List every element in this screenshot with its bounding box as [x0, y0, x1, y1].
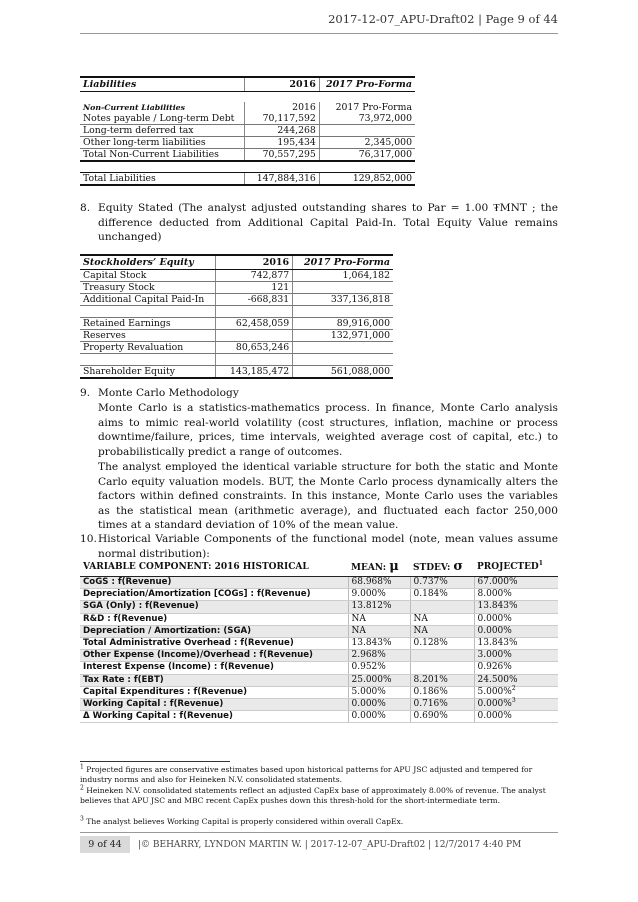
total-2016: 143,185,472 — [215, 366, 292, 379]
table-row — [80, 306, 393, 318]
table-row — [80, 613, 558, 625]
footnote-ref: 2 — [511, 684, 516, 692]
table-row — [80, 270, 393, 282]
variable-stdev — [410, 601, 474, 613]
row-value-2017 — [293, 282, 393, 294]
total-label: Total Non-Current Liabilities — [80, 149, 245, 162]
row-label: Other long-term liabilities — [80, 137, 245, 149]
liabilities-col-2016: 2016 — [245, 77, 320, 92]
variable-mean: 0.952% — [348, 662, 410, 674]
row-value-2016: 121 — [215, 282, 292, 294]
table-row — [80, 686, 558, 698]
table-row — [80, 638, 558, 650]
row-label: Notes payable / Long-term Debt — [80, 113, 245, 125]
footnote-ref: 3 — [511, 697, 516, 705]
row-value-2017 — [293, 306, 393, 318]
row-label: Treasury Stock — [80, 282, 215, 294]
item-9-title: Monte Carlo Methodology — [98, 387, 239, 399]
row-label: Long-term deferred tax — [80, 125, 245, 137]
variable-label: Other Expense (Income)/Overhead : f(Revenue) — [80, 650, 348, 662]
variable-projected — [474, 589, 558, 601]
variable-label: R&D : f(Revenue) — [80, 613, 348, 625]
page-header: 2017-12-07_APU-Draft02 | Page 9 of 44 — [328, 12, 558, 26]
total-2017: 561,088,000 — [293, 366, 393, 379]
footer-page-number: 9 of 44 — [80, 836, 130, 853]
row-value-2016 — [215, 306, 292, 318]
item-10-text: Historical Variable Components of the functional model (note, mean values assume normal distribution): — [98, 533, 558, 560]
table-row — [80, 711, 558, 723]
grand-total-row — [80, 173, 415, 186]
total-row — [80, 149, 415, 162]
variable-mean: 13.843% — [348, 638, 410, 650]
row-value-2017: 337,136,818 — [293, 294, 393, 306]
row-value-2016: 244,268 — [245, 125, 320, 137]
table-row — [80, 354, 393, 366]
variable-mean: 0.000% — [348, 711, 410, 723]
item-8-number: 8. — [80, 202, 91, 214]
liabilities-header-row — [80, 77, 415, 92]
table-row — [80, 650, 558, 662]
variable-label: Depreciation/Amortization [COGs] : f(Revenue) — [80, 589, 348, 601]
variable-projected — [474, 638, 558, 650]
projected-value: 13.843% — [477, 601, 518, 612]
table-row — [80, 318, 393, 330]
table-row — [80, 113, 415, 125]
projected-value: 0.000% — [477, 711, 512, 722]
row-value-2016: 62,458,059 — [215, 318, 292, 330]
variable-mean: 68.968% — [348, 577, 410, 589]
item-9-paragraph-1: Monte Carlo is a statistics-mathematics process. In finance, Monte Carlo analysis aims to mimic real-world volatility (cost structures, inflation, machine or process downtime/failure, prices, time intervals, weighted average cost of capital, etc.) to probabilistically predict a range of outcomes. — [98, 402, 558, 458]
grand-total-2016: 147,884,316 — [245, 173, 320, 186]
footnote-text: Projected figures are conservative estimates based upon historical patterns for APU JSC adjusted and tempered for industry norms and also for Heineken N.V. consolidated statements. — [80, 765, 533, 784]
table-row — [80, 699, 558, 711]
row-value-2017: 1,064,182 — [293, 270, 393, 282]
table-row — [80, 294, 393, 306]
item-10-number: 10. — [80, 533, 97, 545]
col-projected-label: PROJECTED — [477, 562, 539, 573]
table-row — [80, 589, 558, 601]
total-2016: 70,557,295 — [245, 149, 320, 162]
projected-value: 13.843% — [477, 638, 518, 649]
variable-mean: 25.000% — [348, 674, 410, 686]
row-value-2017: 2,345,000 — [319, 137, 415, 149]
variable-stdev: 0.690% — [410, 711, 474, 723]
row-value-2016: -668,831 — [215, 294, 292, 306]
footnote-rule — [80, 761, 230, 762]
row-value-2016: 80,653,246 — [215, 342, 292, 354]
variable-projected — [474, 601, 558, 613]
variable-mean: 0.000% — [348, 699, 410, 711]
footnote-ref: 1 — [538, 560, 543, 568]
footnote-number: 3 — [80, 815, 84, 823]
projected-value: 3.000% — [477, 650, 512, 661]
footer-text: |© BEHARRY, LYNDON MARTIN W. | 2017-12-07_APU-Draft02 | 12/7/2017 4:40 PM — [138, 840, 522, 850]
projected-value: 8.000% — [477, 589, 512, 600]
row-label: Property Revaluation — [80, 342, 215, 354]
variable-label: Capital Expenditures : f(Revenue) — [80, 686, 348, 698]
row-value-2017 — [293, 342, 393, 354]
row-label: Capital Stock — [80, 270, 215, 282]
col-stdev-label: STDEV: — [413, 563, 451, 574]
item-9-number: 9. — [80, 387, 91, 399]
projected-value: 24.500% — [477, 674, 518, 685]
variable-label: Δ Working Capital : f(Revenue) — [80, 711, 348, 723]
variable-stdev: 0.128% — [410, 638, 474, 650]
projected-value: 0.000% — [477, 625, 512, 636]
col-mean — [348, 560, 410, 577]
row-label: Additional Capital Paid-In — [80, 294, 215, 306]
table-row — [80, 342, 393, 354]
footnote-3 — [80, 817, 558, 827]
header-rule — [80, 33, 558, 34]
noncurrent-col-2017: 2017 Pro-Forma — [319, 102, 415, 113]
variable-projected — [474, 699, 558, 711]
row-label — [80, 354, 215, 366]
table-row — [80, 137, 415, 149]
footnote-text: The analyst believes Working Capital is properly considered within overall CapEx. — [86, 817, 404, 826]
variable-projected — [474, 711, 558, 723]
liabilities-table — [80, 76, 415, 186]
variable-projected — [474, 686, 558, 698]
variable-stdev: 0.184% — [410, 589, 474, 601]
variable-projected — [474, 650, 558, 662]
footnote-number: 1 — [80, 763, 84, 771]
footer-rule — [80, 832, 558, 833]
table-row — [80, 625, 558, 637]
col-stdev — [410, 560, 474, 577]
equity-table — [80, 254, 393, 379]
projected-value: 0.000% — [477, 699, 512, 710]
item-8-text: Equity Stated (The analyst adjusted outstanding shares to Par = 1.00 ₮MNT ; the difference deducted from Additional Capital Paid-In. Total Equity Value remains unchanged) — [98, 202, 558, 243]
total-row — [80, 366, 393, 379]
variable-stdev: NA — [410, 613, 474, 625]
noncurrent-subheader-row — [80, 102, 415, 113]
variable-projected — [474, 577, 558, 589]
variable-mean: 5.000% — [348, 686, 410, 698]
col-component: VARIABLE COMPONENT: 2016 HISTORICAL — [80, 560, 348, 577]
row-value-2016: 742,877 — [215, 270, 292, 282]
variable-projected — [474, 613, 558, 625]
mu-symbol: μ — [389, 559, 399, 575]
table-row — [80, 662, 558, 674]
grand-total-label: Total Liabilities — [80, 173, 245, 186]
variable-label: Depreciation / Amortization: (SGA) — [80, 625, 348, 637]
row-label: Retained Earnings — [80, 318, 215, 330]
variables-header-row — [80, 560, 558, 577]
row-value-2016: 195,434 — [245, 137, 320, 149]
variable-label: Interest Expense (Income) : f(Revenue) — [80, 662, 348, 674]
table-row — [80, 125, 415, 137]
variable-mean: NA — [348, 625, 410, 637]
row-value-2017: 73,972,000 — [319, 113, 415, 125]
row-label — [80, 306, 215, 318]
variable-projected — [474, 662, 558, 674]
grand-total-2017: 129,852,000 — [319, 173, 415, 186]
variable-stdev: 0.716% — [410, 699, 474, 711]
variable-mean: NA — [348, 613, 410, 625]
table-row — [80, 601, 558, 613]
total-label: Shareholder Equity — [80, 366, 215, 379]
equity-header-row — [80, 255, 393, 270]
projected-value: 67.000% — [477, 577, 518, 587]
noncurrent-title: Non-Current Liabilities — [83, 103, 186, 112]
row-value-2016 — [215, 330, 292, 342]
item-9-paragraph-2: The analyst employed the identical variable structure for both the static and Monte Carlo equity valuation models. BUT, the Monte Carlo process dynamically alters the factors within defined constraints. In this instance, Monte Carlo uses the variables as the statistical mean (arithmetic average), and fluctuated each factor 250,000 times at a standard deviation of 10% of the mean value. — [98, 461, 558, 531]
variable-mean: 2.968% — [348, 650, 410, 662]
col-projected — [474, 560, 558, 577]
variable-projected — [474, 674, 558, 686]
table-row — [80, 330, 393, 342]
variables-table — [80, 560, 558, 723]
liabilities-col-2017: 2017 Pro-Forma — [319, 77, 415, 92]
table-row — [80, 577, 558, 589]
footnote-2 — [80, 786, 558, 806]
variable-label: Tax Rate : f(EBT) — [80, 674, 348, 686]
variable-stdev: 8.201% — [410, 674, 474, 686]
variable-label: CoGS : f(Revenue) — [80, 577, 348, 589]
footnote-number: 2 — [80, 784, 84, 792]
row-value-2017: 132,971,000 — [293, 330, 393, 342]
variable-label: Working Capital : f(Revenue) — [80, 699, 348, 711]
row-value-2017: 89,916,000 — [293, 318, 393, 330]
variable-label: SGA (Only) : f(Revenue) — [80, 601, 348, 613]
variable-label: Total Administrative Overhead : f(Revenue) — [80, 638, 348, 650]
footnote-text: Heineken N.V. consolidated statements reflect an adjusted CapEx base of approximately 8.00% of revenue. The analyst believes that APU JSC and MBC recent CapEx pushes down this thresh-hold for the short-intermediate term. — [80, 786, 546, 805]
projected-value: 0.926% — [477, 662, 512, 673]
row-label: Reserves — [80, 330, 215, 342]
table-row — [80, 674, 558, 686]
equity-col-2016: 2016 — [215, 255, 292, 270]
equity-title: Stockholders’ Equity — [80, 255, 215, 270]
projected-value: 5.000% — [477, 686, 512, 697]
variable-projected — [474, 625, 558, 637]
variable-stdev — [410, 650, 474, 662]
sigma-symbol: σ — [453, 559, 463, 575]
row-value-2016 — [215, 354, 292, 366]
table-row — [80, 282, 393, 294]
variable-stdev: 0.737% — [410, 577, 474, 589]
projected-value: 0.000% — [477, 613, 512, 624]
liabilities-title: Liabilities — [80, 77, 245, 92]
col-mean-label: MEAN: — [351, 563, 387, 574]
variable-stdev — [410, 662, 474, 674]
row-value-2017 — [319, 125, 415, 137]
variable-mean: 13.812% — [348, 601, 410, 613]
total-2017: 76,317,000 — [319, 149, 415, 162]
footnote-1 — [80, 765, 558, 785]
variable-stdev: 0.186% — [410, 686, 474, 698]
noncurrent-col-2016: 2016 — [245, 102, 320, 113]
variable-stdev: NA — [410, 625, 474, 637]
row-value-2016: 70,117,592 — [245, 113, 320, 125]
variable-mean: 9.000% — [348, 589, 410, 601]
row-value-2017 — [293, 354, 393, 366]
equity-col-2017: 2017 Pro-Forma — [293, 255, 393, 270]
